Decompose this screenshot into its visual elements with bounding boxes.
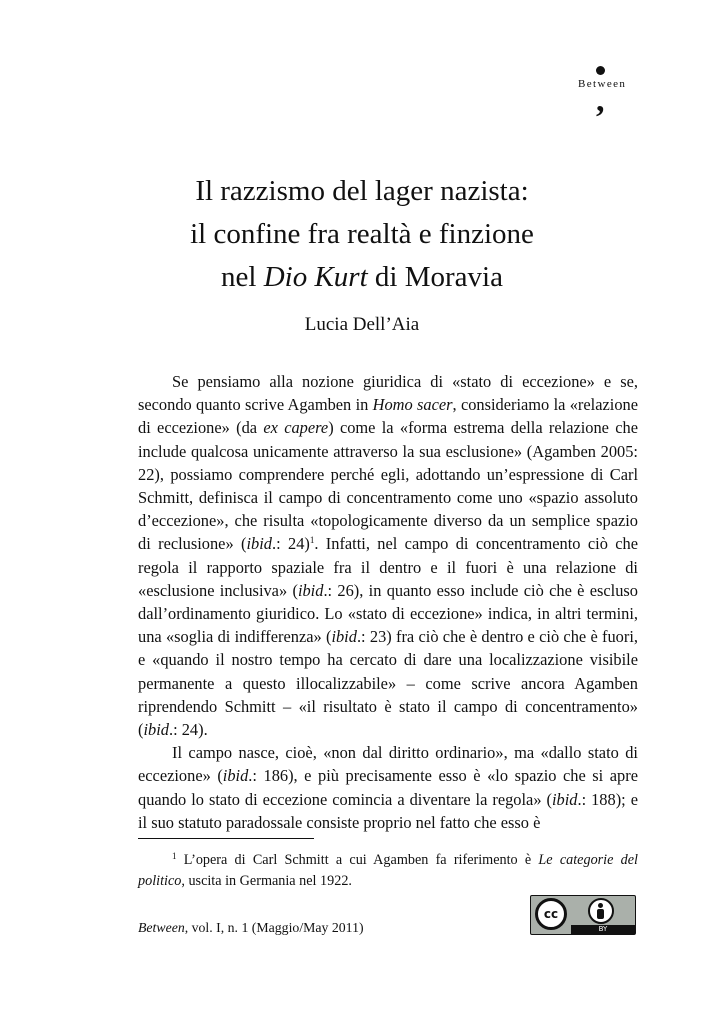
footnote-divider (138, 838, 314, 839)
text-run: .: 26), in quanto esso include ciò che è escluso dall’ordinamento giuridico. Lo «stato di eccezione» indica, in altri termini, una «soglia di indifferenza» ( (138, 580, 638, 647)
text-run: Se pensiamo alla nozione giuridica di «stato di eccezione» e se, secondo quanto scrive Agamben in (138, 372, 638, 415)
article-title (100, 170, 624, 299)
title-italic: Dio Kurt (263, 261, 368, 293)
title-line-3 (100, 256, 624, 299)
text-run: .: 186), e più precisamente esso è «lo spazio che si apre quando lo stato di eccezione comincia a diventare la regola» ( (138, 766, 638, 809)
italic-run: ibid (143, 720, 169, 740)
attribution-icon (588, 898, 614, 924)
logo-comma-icon: , (596, 82, 605, 119)
italic-run: Homo sacer (372, 395, 453, 415)
italic-run: Le categorie del politico (138, 852, 638, 889)
article-body (138, 370, 638, 834)
person-body-icon (597, 909, 604, 919)
paragraph-2 (138, 741, 638, 834)
italic-run: ibid (297, 580, 324, 600)
person-head-icon (598, 903, 603, 908)
text-run: , consideriamo la «relazione di eccezione» (da (138, 395, 638, 438)
journal-name: Between (138, 920, 185, 935)
text-run: , uscita in Germania nel 1922. (181, 873, 352, 889)
cc-icon: cc (535, 898, 567, 930)
journal-issue: , vol. I, n. 1 (Maggio/May 2011) (184, 920, 364, 935)
footnote-text (138, 846, 638, 892)
title-text: di Moravia (367, 261, 503, 293)
text-run: .: 23) fra ciò che è dentro e ciò che è fuori, e «quando il nostro tempo ha cercato di dare una localizzazione visibile permanente a questo illocalizzabile» – come scrive ancora Agamben riprendendo Schmitt – «il risultato è stato il campo di concentramento» ( (138, 627, 638, 740)
cc-by-license-badge[interactable] (530, 895, 636, 935)
text-run: L’opera di Carl Schmitt a cui Agamben fa riferimento è (176, 852, 539, 868)
text-run: .: 24). (168, 720, 208, 740)
text-run: .: 188); e il suo statuto paradossale consiste proprio nel fatto che esso è (138, 789, 638, 832)
italic-run: ibid (331, 627, 357, 647)
title-line-1: Il razzismo del lager nazista: (195, 175, 529, 207)
text-run: .: 24) (271, 534, 310, 554)
footnote-mark: 1 (172, 851, 177, 861)
logo-dot-icon (596, 66, 605, 75)
italic-run: ibid (222, 766, 249, 786)
text-run: Il campo nasce, cioè, «non dal diritto ordinario», ma «dallo stato di eccezione» ( (138, 743, 638, 786)
author-name: Lucia Dell’Aia (304, 314, 420, 335)
text-run: ) come la «forma estrema della relazione che include qualcosa unicamente attraverso la sua esclusione» (Agamben 2005: 22), possiamo comprendere perché egli, adottando un’espressione di Carl Schmitt, definisca il campo di concentramento come uno «spazio assoluto d’eccezione», che risulta «topologicamente diverso da un semplice spazio di reclusione» ( (138, 418, 639, 554)
paragraph-1 (138, 370, 638, 741)
italic-run: ibid (551, 789, 578, 809)
between-logo (576, 66, 640, 122)
title-text: nel (221, 261, 264, 293)
footnote (138, 846, 638, 892)
by-label: BY (571, 925, 635, 934)
footnote-ref[interactable]: 1 (309, 535, 315, 546)
italic-run: ibid (246, 534, 272, 554)
journal-citation (138, 920, 364, 936)
italic-run: ex capere (263, 418, 329, 438)
title-line-2: il confine fra realtà e finzione (190, 218, 534, 250)
text-run: . Infatti, nel campo di concentramento ciò che regola il rapporto spaziale fra il dentro e il fuori è una relazione di «esclusione inclusiva» ( (138, 534, 638, 600)
logo-wordmark: Between (578, 78, 627, 90)
